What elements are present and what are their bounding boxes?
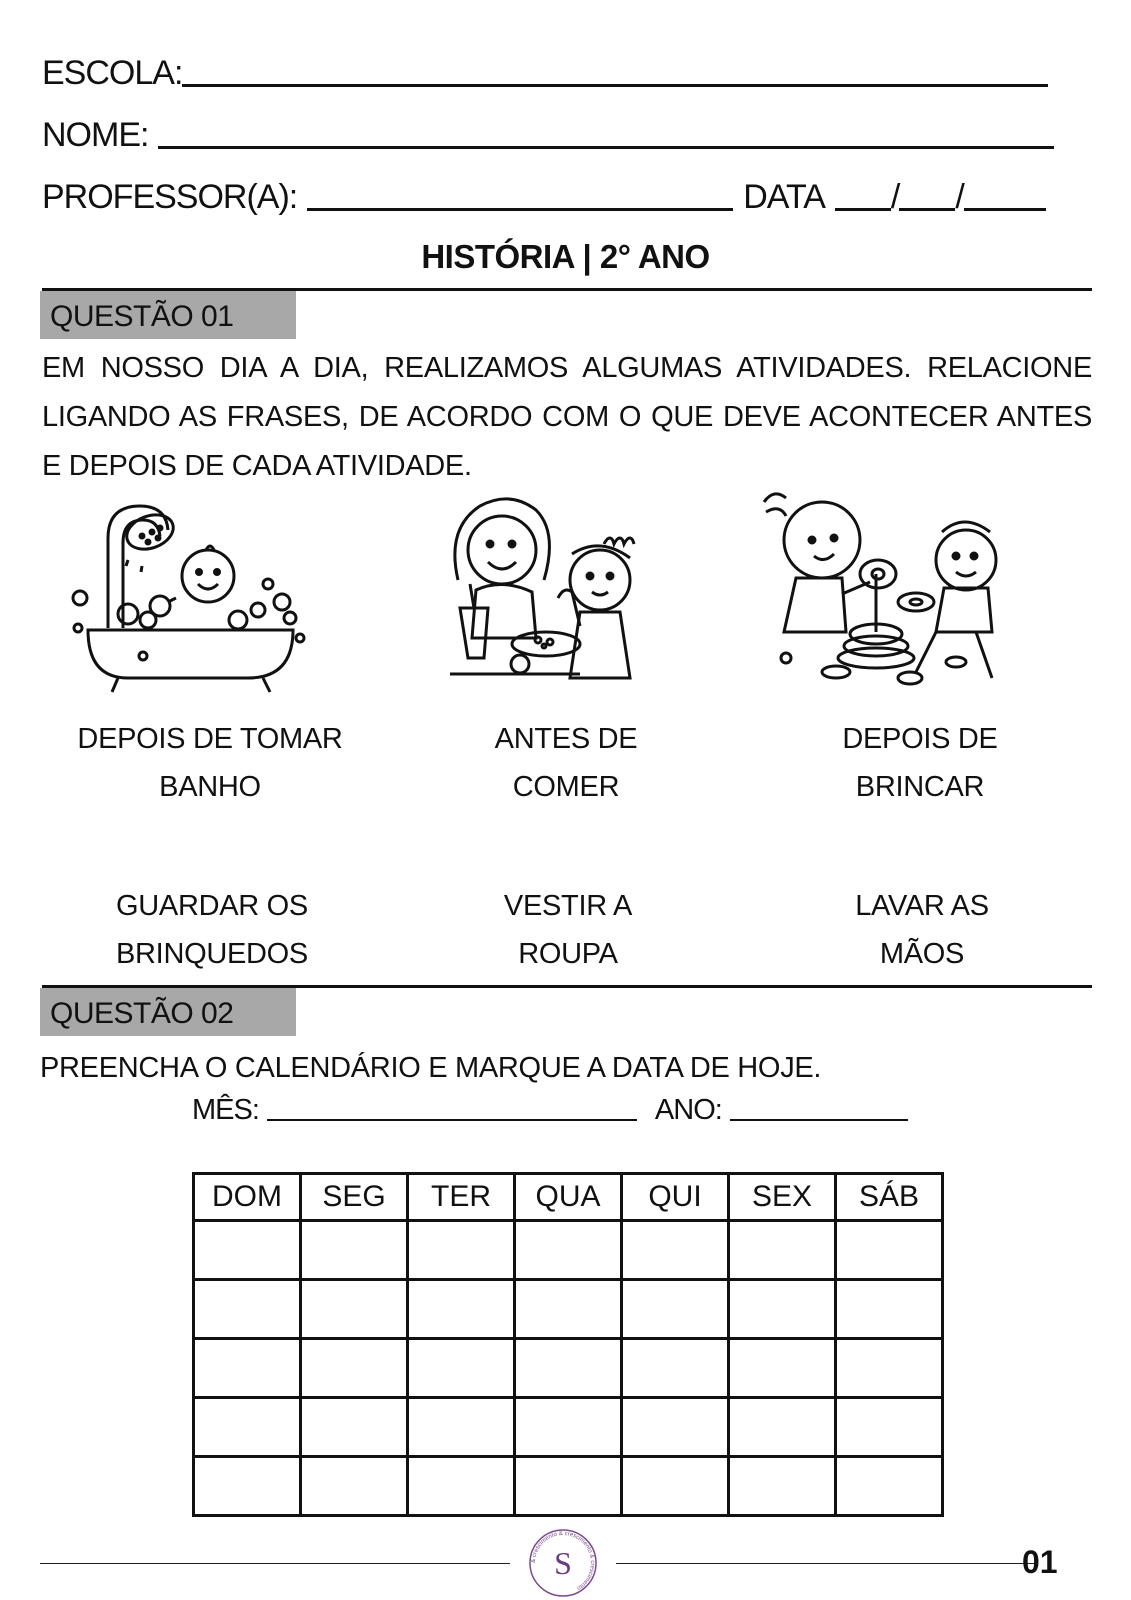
calendar-header-row xyxy=(194,1174,943,1221)
weekday-header: SEX xyxy=(729,1174,836,1221)
calendar-day-cell[interactable] xyxy=(729,1221,836,1280)
calendar-day-cell[interactable] xyxy=(729,1398,836,1457)
calendar-week-row xyxy=(194,1221,943,1280)
phrase-line: VESTIR A xyxy=(503,890,633,922)
weekday-header: TER xyxy=(408,1174,515,1221)
calendar-day-cell[interactable] xyxy=(729,1280,836,1339)
date-separator: / xyxy=(890,178,900,216)
weekday-header: SÁB xyxy=(836,1174,943,1221)
weekday-header: DOM xyxy=(194,1174,301,1221)
phrase-after-bath xyxy=(50,715,370,811)
calendar-day-cell[interactable] xyxy=(194,1398,301,1457)
phrase-line: DEPOIS DE xyxy=(842,723,998,755)
question-2-instruction: PREENCHA O CALENDÁRIO E MARQUE A DATA DE HOJE. xyxy=(40,1052,822,1084)
year-field[interactable] xyxy=(730,1115,908,1121)
phrase-after-playing xyxy=(760,715,1080,811)
teacher-date-row xyxy=(42,178,1046,217)
page-title: HISTÓRIA | 2° ANO xyxy=(421,238,710,275)
calendar-day-cell[interactable] xyxy=(301,1339,408,1398)
phrase-line: LAVAR AS xyxy=(855,890,989,922)
calendar-day-cell[interactable] xyxy=(301,1221,408,1280)
year-label: ANO: xyxy=(654,1094,722,1126)
name-field[interactable] xyxy=(158,142,1054,149)
calendar-day-cell[interactable] xyxy=(836,1221,943,1280)
calendar-table xyxy=(192,1172,944,1517)
calendar-day-cell[interactable] xyxy=(194,1339,301,1398)
date-month-field[interactable] xyxy=(899,204,955,211)
phrase-line: MÃOS xyxy=(879,938,965,970)
calendar-day-cell[interactable] xyxy=(836,1280,943,1339)
school-row xyxy=(42,54,1048,93)
name-row xyxy=(42,116,1054,155)
calendar-day-cell[interactable] xyxy=(408,1398,515,1457)
calendar-day-cell[interactable] xyxy=(836,1457,943,1516)
phrase-line: BRINCAR xyxy=(855,771,985,803)
calendar-day-cell[interactable] xyxy=(408,1280,515,1339)
calendar-day-cell[interactable] xyxy=(515,1398,622,1457)
date-year-field[interactable] xyxy=(964,204,1046,211)
question-1-tag: QUESTÃO 01 xyxy=(40,291,296,339)
phrase-store-toys xyxy=(52,882,372,978)
teacher-label: PROFESSOR(A): xyxy=(42,178,298,216)
calendar-day-cell[interactable] xyxy=(301,1457,408,1516)
teacher-field[interactable] xyxy=(307,204,733,211)
bath-illustration xyxy=(68,498,318,698)
month-label: MÊS: xyxy=(192,1094,259,1126)
calendar-day-cell[interactable] xyxy=(729,1457,836,1516)
calendar-day-cell[interactable] xyxy=(729,1339,836,1398)
phrase-before-eating xyxy=(406,715,726,811)
calendar-day-cell[interactable] xyxy=(515,1339,622,1398)
phrase-get-dressed xyxy=(408,882,728,978)
phrase-line: ROUPA xyxy=(518,938,618,970)
phrase-line: ANTES DE xyxy=(494,723,638,755)
calendar-day-cell[interactable] xyxy=(836,1398,943,1457)
calendar-day-cell[interactable] xyxy=(515,1280,622,1339)
calendar-day-cell[interactable] xyxy=(408,1457,515,1516)
name-label: NOME: xyxy=(42,116,149,154)
phrase-line: COMER xyxy=(512,771,620,803)
month-year-row xyxy=(192,1094,908,1127)
date-separator: / xyxy=(955,178,964,216)
weekday-header: QUA xyxy=(515,1174,622,1221)
month-field[interactable] xyxy=(267,1115,637,1121)
date-day-field[interactable] xyxy=(835,204,891,211)
phrase-line: GUARDAR OS xyxy=(116,890,308,922)
page-number: 01 xyxy=(1022,1544,1058,1580)
calendar-day-cell[interactable] xyxy=(622,1339,729,1398)
school-label: ESCOLA: xyxy=(42,54,183,92)
calendar-day-cell[interactable] xyxy=(194,1457,301,1516)
calendar-day-cell[interactable] xyxy=(408,1339,515,1398)
calendar-day-cell[interactable] xyxy=(515,1457,622,1516)
phrase-line: BANHO xyxy=(159,771,261,803)
calendar-week-row xyxy=(194,1398,943,1457)
calendar-day-cell[interactable] xyxy=(301,1398,408,1457)
footer-line-left xyxy=(40,1563,510,1564)
logo-ring-text: & crescimento & crescimento & crescimento xyxy=(530,1530,596,1591)
calendar-week-row xyxy=(194,1457,943,1516)
phrase-line: BRINQUEDOS xyxy=(116,938,308,970)
footer-line-right xyxy=(616,1563,1036,1564)
calendar-day-cell[interactable] xyxy=(194,1221,301,1280)
calendar-day-cell[interactable] xyxy=(836,1339,943,1398)
phrase-line: DEPOIS DE TOMAR xyxy=(77,723,343,755)
calendar-day-cell[interactable] xyxy=(622,1280,729,1339)
question-1-instruction: EM NOSSO DIA A DIA, REALIZAMOS ALGUMAS ATIVIDADES. RELACIONE LIGANDO AS FRASES, DE ACORDO COM O QUE DEVE ACONTECER ANTES E DEPOIS DE CADA ATIVIDADE. xyxy=(42,352,1092,482)
brand-logo xyxy=(528,1528,598,1598)
calendar-day-cell[interactable] xyxy=(408,1221,515,1280)
meal-illustration xyxy=(440,488,670,688)
calendar-day-cell[interactable] xyxy=(515,1221,622,1280)
phrase-wash-hands xyxy=(762,882,1082,978)
question-2-tag: QUESTÃO 02 xyxy=(40,988,296,1036)
calendar-day-cell[interactable] xyxy=(622,1457,729,1516)
calendar-day-cell[interactable] xyxy=(622,1398,729,1457)
logo-letter: S xyxy=(554,1545,572,1581)
calendar-day-cell[interactable] xyxy=(622,1221,729,1280)
weekday-header: QUI xyxy=(622,1174,729,1221)
school-field[interactable] xyxy=(182,80,1048,87)
calendar-day-cell[interactable] xyxy=(194,1280,301,1339)
calendar-day-cell[interactable] xyxy=(301,1280,408,1339)
play-illustration xyxy=(756,482,1006,692)
weekday-header: SEG xyxy=(301,1174,408,1221)
calendar-week-row xyxy=(194,1280,943,1339)
calendar-week-row xyxy=(194,1339,943,1398)
date-label: DATA xyxy=(743,178,825,216)
